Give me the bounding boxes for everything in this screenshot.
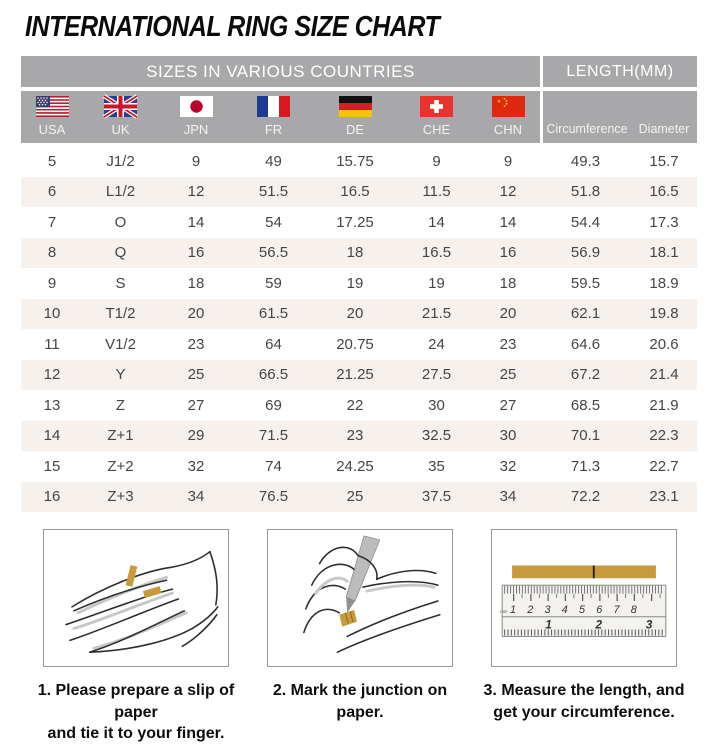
table-cell: Z+2 xyxy=(107,457,134,475)
table-cell: 19 xyxy=(428,274,445,292)
table-cell: 9 xyxy=(432,152,441,170)
table-cell: 14 xyxy=(428,213,445,231)
table-cell: 12 xyxy=(187,183,205,201)
table-cell: 20 xyxy=(499,305,517,323)
table-cell: 10 xyxy=(43,305,61,323)
table-group-header-row xyxy=(21,56,697,87)
ruler-measure-illustration xyxy=(492,530,676,666)
column-header-jpn xyxy=(158,91,234,143)
ruler-icon xyxy=(500,585,666,636)
table-cell: 12 xyxy=(499,183,517,201)
hand-paper-strip-illustration xyxy=(44,530,228,666)
table-cell: 32 xyxy=(499,457,517,475)
table-cell: 49 xyxy=(265,152,282,170)
table-row xyxy=(21,177,697,208)
table-cell: 67.2 xyxy=(570,366,601,384)
table-row xyxy=(21,238,697,269)
table-cell: 69 xyxy=(265,396,282,414)
svg-text:mm: mm xyxy=(500,608,508,614)
column-header-uk xyxy=(83,91,158,143)
table-cell: 16 xyxy=(43,488,61,506)
column-header-diameter: Diameter xyxy=(638,122,690,136)
table-cell: 22 xyxy=(346,396,364,414)
table-cell: 21.25 xyxy=(336,366,374,384)
column-header-de xyxy=(313,91,397,143)
table-cell: 37.5 xyxy=(421,488,452,506)
ring-size-table xyxy=(21,56,697,512)
table-cell: 16.5 xyxy=(421,244,452,262)
table-cell: Z+3 xyxy=(107,488,134,506)
table-cell: 17.3 xyxy=(649,213,679,231)
table-cell: 5 xyxy=(47,152,57,170)
table-cell: 54 xyxy=(265,213,282,231)
table-cell: 49.3 xyxy=(570,152,601,170)
table-cell: 18 xyxy=(187,274,205,292)
table-cell: 16 xyxy=(187,244,205,262)
table-column-header-row xyxy=(21,91,697,143)
table-cell: Z xyxy=(115,396,126,414)
table-cell: 76.5 xyxy=(258,488,289,506)
table-cell: 25 xyxy=(187,366,205,384)
table-cell: T1/2 xyxy=(105,305,136,323)
table-cell: 13 xyxy=(43,396,61,414)
column-label-chn: CHN xyxy=(493,122,523,137)
table-cell: 20 xyxy=(346,305,364,323)
table-cell: 29 xyxy=(187,427,205,445)
table-cell: 14 xyxy=(43,427,61,445)
column-label-che: CHE xyxy=(422,122,451,137)
table-cell: 71.5 xyxy=(258,427,289,445)
table-cell: 64.6 xyxy=(570,335,601,353)
table-cell: 6 xyxy=(47,183,57,201)
column-label-che: DE xyxy=(345,122,365,137)
group-header-sizes: SIZES IN VARIOUS COUNTRIES xyxy=(21,56,540,87)
table-cell: 27 xyxy=(187,396,205,414)
table-body xyxy=(21,146,697,512)
svg-text:7: 7 xyxy=(613,603,620,616)
group-header-length: LENGTH(MM) xyxy=(543,56,697,87)
table-cell: 32 xyxy=(187,457,205,475)
svg-text:5: 5 xyxy=(579,603,586,616)
table-cell: 70.1 xyxy=(570,427,601,445)
svg-text:2: 2 xyxy=(595,617,603,632)
table-cell: 8 xyxy=(47,244,57,262)
table-cell: O xyxy=(114,213,127,231)
table-cell: 25 xyxy=(499,366,517,384)
step-2-figure xyxy=(267,529,453,667)
france-flag-icon xyxy=(257,96,290,117)
table-cell: 18.9 xyxy=(649,274,679,292)
table-cell: 15.75 xyxy=(336,152,374,170)
table-cell: 18 xyxy=(499,274,517,292)
table-cell: 11 xyxy=(44,335,60,353)
step-2-caption: 2. Mark the junction on paper. xyxy=(272,682,448,721)
table-cell: 18.1 xyxy=(649,244,679,262)
table-cell: 24.25 xyxy=(336,457,374,475)
table-cell: 20.6 xyxy=(649,335,679,353)
table-cell: J1/2 xyxy=(106,152,135,170)
table-cell: 9 xyxy=(191,152,201,170)
table-cell: 19 xyxy=(346,274,364,292)
table-cell: V1/2 xyxy=(105,335,136,353)
column-label-jpn: JPN xyxy=(183,122,209,137)
length-column-headers xyxy=(543,91,697,143)
table-cell: 32.5 xyxy=(421,427,452,445)
table-cell: Q xyxy=(114,244,127,262)
table-row xyxy=(21,268,697,299)
table-cell: 71.3 xyxy=(570,457,601,475)
table-cell: 68.5 xyxy=(570,396,601,414)
table-cell: 16.5 xyxy=(340,183,370,201)
column-header-che xyxy=(397,91,476,143)
instruction-step-2 xyxy=(248,529,472,745)
step-1-caption: 1. Please prepare a slip of paper and tie it to your finger. xyxy=(37,682,235,743)
table-row xyxy=(21,482,697,513)
table-cell: 51.5 xyxy=(258,183,289,201)
table-cell: 23.1 xyxy=(649,488,679,506)
uk-flag-icon xyxy=(104,96,137,117)
table-cell: 72.2 xyxy=(570,488,601,506)
table-cell: 56.9 xyxy=(570,244,601,262)
china-flag-icon xyxy=(492,96,525,117)
table-cell: 23 xyxy=(346,427,364,445)
table-cell: 30 xyxy=(428,396,445,414)
table-cell: 74 xyxy=(265,457,282,475)
column-header-chn xyxy=(476,91,540,143)
table-cell: 22.3 xyxy=(649,427,679,445)
table-cell: 25 xyxy=(346,488,364,506)
page-title: INTERNATIONAL RING SIZE CHART xyxy=(25,11,440,43)
table-cell: 24 xyxy=(428,335,445,353)
table-row xyxy=(21,329,697,360)
table-cell: S xyxy=(115,274,126,292)
table-cell: 23 xyxy=(187,335,205,353)
country-flags-row xyxy=(21,91,540,143)
table-cell: 17.25 xyxy=(336,213,374,231)
table-cell: 21.4 xyxy=(649,366,679,384)
table-cell: 59 xyxy=(265,274,282,292)
instruction-step-1 xyxy=(24,529,248,745)
measuring-instructions xyxy=(0,529,720,745)
table-row xyxy=(21,207,697,238)
step-3-caption: 3. Measure the length, and get your circumference. xyxy=(483,682,685,721)
table-cell: 16.5 xyxy=(649,183,679,201)
table-cell: 34 xyxy=(187,488,205,506)
table-cell: 12 xyxy=(43,366,61,384)
table-row xyxy=(21,451,697,482)
table-cell: 21.9 xyxy=(649,396,679,414)
table-row xyxy=(21,360,697,391)
table-cell: 34 xyxy=(499,488,517,506)
table-cell: 21.5 xyxy=(421,305,452,323)
svg-text:6: 6 xyxy=(596,603,603,616)
table-row xyxy=(21,299,697,330)
table-cell: 15 xyxy=(43,457,61,475)
svg-text:3: 3 xyxy=(645,617,653,632)
table-cell: 14 xyxy=(187,213,205,231)
table-row xyxy=(21,390,697,421)
germany-flag-icon xyxy=(339,96,372,117)
table-cell: 59.5 xyxy=(570,274,601,292)
column-label-usa: USA xyxy=(38,122,66,137)
svg-text:8: 8 xyxy=(630,603,637,616)
table-cell: 54.4 xyxy=(570,213,601,231)
table-cell: 15.7 xyxy=(649,152,679,170)
svg-text:1: 1 xyxy=(510,603,517,616)
table-cell: 51.8 xyxy=(570,183,601,201)
table-cell: 30 xyxy=(499,427,517,445)
table-cell: 27 xyxy=(499,396,517,414)
table-cell: 20.75 xyxy=(336,335,374,353)
table-cell: 19.8 xyxy=(649,305,679,323)
svg-text:2: 2 xyxy=(527,603,534,616)
step-1-figure xyxy=(43,529,229,667)
step-3-figure xyxy=(491,529,677,667)
column-label-uk: UK xyxy=(111,122,130,137)
table-cell: L1/2 xyxy=(105,183,136,201)
table-cell: Z+1 xyxy=(107,427,134,445)
table-cell: 56.5 xyxy=(258,244,289,262)
table-cell: 64 xyxy=(265,335,282,353)
svg-text:4: 4 xyxy=(561,603,568,616)
table-cell: 23 xyxy=(499,335,517,353)
table-cell: Y xyxy=(115,366,126,384)
usa-flag-icon xyxy=(36,96,69,117)
svg-text:1: 1 xyxy=(545,617,552,632)
table-cell: 14 xyxy=(499,213,517,231)
table-cell: 9 xyxy=(47,274,57,292)
table-cell: 66.5 xyxy=(258,366,289,384)
table-cell: 27.5 xyxy=(421,366,452,384)
table-cell: 16 xyxy=(499,244,517,262)
table-cell: 22.7 xyxy=(649,457,679,475)
table-cell: 35 xyxy=(428,457,445,475)
switzerland-flag-icon xyxy=(420,96,453,117)
table-cell: 18 xyxy=(346,244,364,262)
column-label-fr: FR xyxy=(264,122,283,137)
column-header-circumference: Circumference xyxy=(546,122,628,136)
table-cell: 61.5 xyxy=(258,305,289,323)
table-cell: 20 xyxy=(187,305,205,323)
column-header-usa xyxy=(21,91,83,143)
table-row xyxy=(21,421,697,452)
column-header-fr xyxy=(234,91,313,143)
japan-flag-icon xyxy=(180,96,213,117)
table-cell: 11.5 xyxy=(422,183,451,201)
table-cell: 9 xyxy=(503,152,513,170)
table-cell: 62.1 xyxy=(570,305,601,323)
table-cell: 7 xyxy=(47,213,57,231)
table-row xyxy=(21,146,697,177)
svg-text:3: 3 xyxy=(544,603,551,616)
instruction-step-3 xyxy=(472,529,696,745)
mark-junction-illustration xyxy=(268,530,452,666)
